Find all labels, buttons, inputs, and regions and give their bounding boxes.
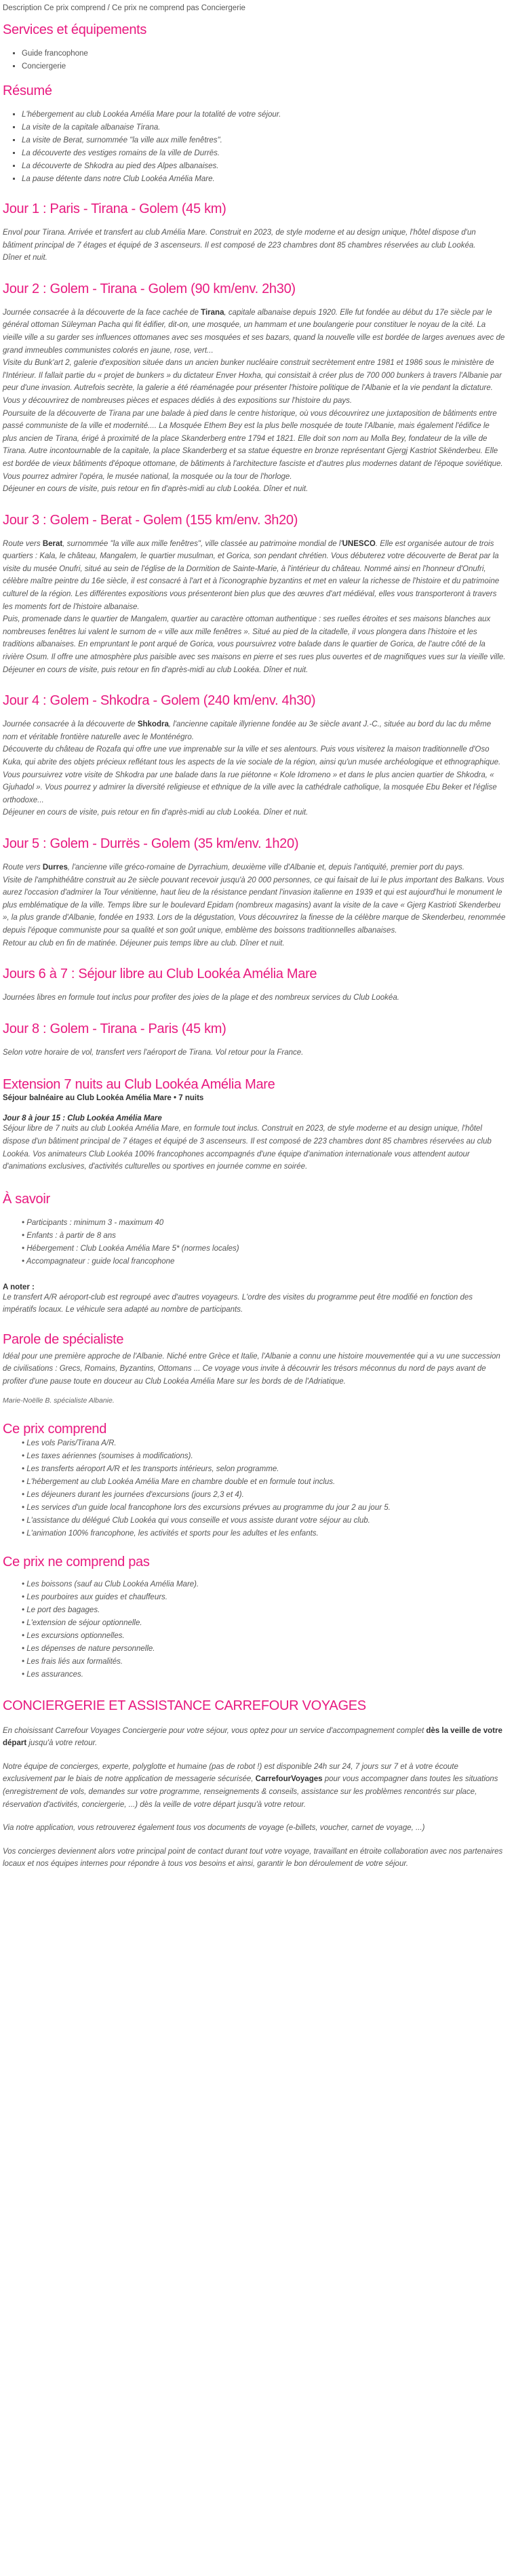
list-item: • Le port des bagages. [22,1605,100,1614]
text: En choisissant Carrefour Voyages Conciergerie pour votre séjour, vous optez pour un service d'accompagnement complet [3,1726,427,1735]
list-item: ▪ La découverte de Shkodra au pied des Alpes albanaises. [22,160,506,173]
breadcrumb: Description Ce prix comprend / Ce prix ne comprend pas Conciergerie [3,4,245,12]
day5-paragraph [3,861,506,874]
day1-title: Jour 1 : Paris - Tirana - Golem (45 km) [3,201,226,216]
resume-list [3,109,506,186]
list-item: • Les boissons (sauf au Club Lookéa Amélia Mare). [22,1580,199,1588]
day8-text: Selon votre horaire de vol, transfert vers l'aéroport de Tirana. Vol retour pour la France. [3,1048,304,1057]
day8-title: Jour 8 : Golem - Tirana - Paris (45 km) [3,1021,226,1036]
day2-paragraph [3,307,506,357]
list-item: • Les services d'un guide local francophone lors des excursions prévues au programme du jour 2 au jour 5. [22,1503,391,1512]
conciergerie-paragraph [3,1761,506,1811]
day3-section [3,512,506,677]
text: Journée consacrée à la découverte de [3,720,138,729]
day67-title: Jours 6 à 7 : Séjour libre au Club Lookéa Amélia Mare [3,967,317,982]
day4-paragraph: Découverte du château de Rozafa qui offre une vue imprenable sur la ville et ses alentours. Puis vous visiterez la maison traditionnelle d'Oso Kuka, qui abrite des objets précieux reflétant tous les aspects de la vie sociale de la région, ainsi qu'un musée archéologique et ethnographique. [3,745,501,766]
list-item: ▪ La découverte des vestiges romains de la ville de Durrës. [22,147,506,160]
extension-title: Extension 7 nuits au Club Lookéa Amélia Mare [3,1077,275,1093]
specialiste-text: Idéal pour une première approche de l'Albanie. Niché entre Grèce et Italie, l'Albanie a connu une histoire mouvementée qui a vu une succession de civilisations : Grecs, Romains, Byzantins, Ottomans ... Ce voyage vous invite à découvrir les trésors méconnus du nord de pays avant de profiter d'une pause toute en douceur au Club Lookéa Amélia Mare sur les bords de de l'Adriatique. [3,1352,500,1386]
conciergerie-section [3,1698,506,1876]
comprend-list [3,1437,506,1540]
day67-text: Journées libres en formule tout inclus pour profiter des joies de la plage et des nombreux services du Club Lookéa. [3,994,399,1002]
text: , capitale albanaise depuis 1920. Elle fut fondée au début du 17e siècle par le général ottoman Süleyman Pacha qui fit édifier, dit-on, une mosquée, un hammam et une boulangerie pour constituer le noyau de la cité. La vieille ville a su garder ses influences ottomanes avec ses mosquées et ses bazars, quand la nouvelle ville est bordée de larges avenues avec de grand immeubles communistes colorés en jaune, rose, vert... [3,308,505,355]
list-item: • Les assurances. [22,1670,83,1679]
list-item: • Les dépenses de nature personnelle. [22,1644,155,1653]
comprend-section [3,1421,506,1540]
text: jusqu'à votre retour. [26,1739,98,1748]
necomprend-title: Ce prix ne comprend pas [3,1554,150,1569]
services-section [3,22,506,73]
conciergerie-paragraph: Via notre application, vous retrouverez également tous vos documents de voyage (e-billets, voucher, carnet de voyage, ...) [3,1824,425,1833]
day2-section [3,281,506,496]
day4-paragraph [3,718,506,743]
day5-paragraph: Visite de l'amphithéâtre construit au 2e siècle pouvant recevoir jusqu'à 20 000 personnes, ce qui faisait de lui le plus important des Balkans. Vous aurez l'occasion d'admirer la Tour vénitienne, haut lieu de la résistance pendant l'invasion italienne en 1939 et qui est aujourd'hui le monument le plus emblématique de la ville. Temps libre sur le boulevard Epidam (nombreux magasins) avant la visite de la cave « Gjerg Kastrioti Skenderbeu », la plus grande d'Albanie, fondée en 1933. Lors de la dégustation, Vous découvrirez la finesse de la célèbre marque de Skenderbeu, renommée depuis l'époque communiste pour sa qualité et son goût unique, emblème des boissons traditionnelles albanaises. [3,876,506,935]
day1-text: Envol pour Tirana. Arrivée et transfert au club Amélia Mare. Construit en 2023, de style moderne et au design unique, l'hôtel dispose d'un bâtiment principal de 7 étages et équipé de 3 ascenseurs. Il est composé de 223 chambres dont 85 chambres réservées au club Lookéa. [3,229,476,250]
conciergerie-title: CONCIERGERIE ET ASSISTANCE CARREFOUR VOYAGES [3,1698,366,1713]
app-name: CarrefourVoyages [255,1775,323,1784]
day2-title: Jour 2 : Golem - Tirana - Golem (90 km/env. 2h30) [3,281,296,296]
list-item: • Les taxes aériennes (soumises à modifications). [22,1451,193,1460]
day2-paragraph: Visite du Bunk'art 2, galerie d'exposition située dans un ancien bunker nucléaire construit secrètement entre 1981 et 1986 sous le ministère de l'Intérieur. Il fallait partie du « projet de bunkers » du dictateur Enver Hoxha, qui consistait à créer plus de 700 000 bunkers à travers l'Albanie par peur d'une invasion. Autrefois secrète, la galerie a été réaménagée pour présenter l'histoire politique de l'Albanie et la vie pendant la dictature. Vous y découvrirez de nombreuses pièces et espaces dédiés à des expositions sur l'histoire du pays. [3,359,502,405]
text: Route vers [3,539,43,548]
services-title: Services et équipements [3,22,147,37]
day1-text2: Dîner et nuit. [3,254,47,262]
extension-text: Séjour libre de 7 nuits au club Lookéa Amélia Mare, en formule tout inclus. Construit en 2023, de style moderne et au design unique, l'hôtel dispose d'un bâtiment principal de 7 étages et équipé de 3 ascenseurs. Il est composé de 223 chambres dont 85 chambres réservées au club Lookéa. Vos animateurs Club Lookéa 100% francophones accompagnés d'une équipe d'animation internationale vous attendent autour d'animations exclusives, d'activités culturelles ou sportives en journée comme en soirée. [3,1125,492,1171]
list-item: • L'assistance du délégué Club Lookéa qui vous conseille et vous assiste durant votre séjour au club. [22,1516,370,1525]
unesco-label: UNESCO [342,539,376,548]
list-item: • Accompagnateur : guide local francophone [22,1257,175,1266]
asavoir-section [3,1191,506,1316]
specialiste-signature: Marie-Noëlle B. spécialiste Albanie. [3,1396,115,1405]
day3-paragraph [3,538,506,614]
text: , l'ancienne ville gréco-romaine de Dyrrachium, deuxième ville d'Albanie et, depuis l'antiquité, premier port du pays. [67,863,464,872]
text: Route vers [3,863,43,872]
list-item: ▪ L'hébergement au club Lookéa Amélia Mare pour la totalité de votre séjour. [22,109,506,121]
list-item: • Les transferts aéroport A/R et les transports intérieurs, selon programme. [22,1464,279,1473]
note-text: Le transfert A/R aéroport-club est regroupé avec d'autres voyageurs. L'ordre des visites du programme peut être modifié en fonction des impératifs locaux. Le véhicule sera adapté au nombre de participants. [3,1293,473,1314]
list-item: ▪ Guide francophone [22,47,506,60]
day5-section [3,836,506,950]
day4-section [3,692,506,819]
list-item: • Les excursions optionnelles. [22,1631,125,1640]
necomprend-section [3,1554,506,1681]
day3-paragraph: Puis, promenade dans le quartier de Mangalem, quartier au caractère ottoman authentique : ses ruelles étroites et ses maisons blanches aux nombreuses fenêtres lui valent le surnom de « ville aux mille fenêtres ». Situé au pied de la citadelle, il vous plongera dans l'histoire et les traditions albanaises. En empruntant le pont arqué de Gorica, vous poursuivrez votre balade dans le quartier de Gorica, de l'autre côté de la rivière Osum. Il offre une atmosphère plus paisible avec ses maisons en pierre et ses rues plus ouvertes et de magnifiques vues sur la vieille ville. [3,615,506,662]
city-name: Tirana [201,308,224,317]
list-item: • Les vols Paris/Tirana A/R. [22,1439,117,1447]
day3-title: Jour 3 : Golem - Berat - Golem (155 km/env. 3h20) [3,512,298,528]
list-item: • Les frais liés aux formalités. [22,1657,123,1666]
day2-paragraph: Déjeuner en cours de visite, puis retour en fin d'après-midi au club Lookéa. Dîner et nuit. [3,485,309,494]
extension-section [3,1076,506,1173]
list-item: • Les pourboires aux guides et chauffeurs. [22,1593,167,1601]
day3-paragraph: Déjeuner en cours de visite, puis retour en fin d'après-midi au club Lookéa. Dîner et nuit. [3,665,309,674]
day5-paragraph: Retour au club en fin de matinée. Déjeuner puis temps libre au club. Dîner et nuit. [3,939,285,948]
comprend-title: Ce prix comprend [3,1421,107,1437]
day4-paragraph: Vous poursuivrez votre visite de Shkodra par une balade dans la rue piétonne « Kole Idromeno » et dans le plus ancien quartier de Shkodra, « Gjuhadol ». Vous pourrez y admirer la diversité religieuse et ethnique de la ville avec la cathédrale catholique, la mosquée Ebu Beker et l'église orthodoxe... [3,770,497,804]
day5-title: Jour 5 : Golem - Durrës - Golem (35 km/env. 1h20) [3,836,299,851]
day8-section [3,1021,506,1059]
list-item: ▪ La visite de la capitale albanaise Tirana. [22,121,506,134]
list-item: • Enfants : à partir de 8 ans [22,1231,116,1240]
text: Journée consacrée à la découverte de la face cachée de [3,308,201,317]
conciergerie-paragraph: Vos concierges deviennent alors votre principal point de contact durant tout votre voyage, travaillant en étroite collaboration avec nos partenaires locaux et nos équipes internes pour répondre à tous vos besoins et ainsi, garantir le bon déroulement de votre séjour. [3,1847,503,1869]
city-name: Berat [42,539,63,548]
day67-section [3,966,506,1004]
specialiste-section [3,1331,506,1405]
emphasis: dès la veille de votre départ [3,1726,502,1748]
text: pour vous accompagner dans toutes les situations (enregistrement de vols, demandes sur votre programme, renseignements & conseils, assistance sur les problèmes rencontrés sur place, réservation d'activités, conciergerie, ...) dès la veille de votre départ jusqu'à votre retour. [3,1775,498,1809]
list-item: • Hébergement : Club Lookéa Amélia Mare 5* (normes locales) [22,1244,239,1253]
text: Notre équipe de concierges, experte, polyglotte et humaine (pas de robot !) est disponible 24h sur 24, 7 jours sur 7 et à votre écoute exclusivement par le biais de notre application de messagerie sécurisée, [3,1762,458,1784]
text: . Elle est organisée autour de trois quartiers : Kala, le château, Mangalem, le quartier musulman, et Gorica, son pendant chrétien. Vous débuterez votre découverte de Berat par la visite du musée Onufri, situé au sein de l'église de la Dormition de Sainte-Marie, à l'intérieur du château. Nommé ainsi en l'honneur d'Onufri, célèbre maître peintre du 16e siècle, il est consacré à l'art et à l'iconographie byzantins et met en valeur la richesse de l'histoire et du patrimoine culturel de la région. Les différentes expositions vous présenteront bien plus que des œuvres d'art médiéval, elles vous transporteront à travers les moments fort de l'histoire albanaise. [3,539,500,611]
list-item: • Les déjeuners durant les journées d'excursions (jours 2,3 et 4). [22,1490,244,1499]
day4-paragraph: Déjeuner en cours de visite, puis retour en fin d'après-midi au club Lookéa. Dîner et nuit. [3,808,309,817]
asavoir-title: À savoir [3,1191,50,1207]
city-name: Shkodra [137,720,169,729]
list-item: • L'extension de séjour optionnelle. [22,1618,142,1627]
specialiste-title: Parole de spécialiste [3,1331,124,1347]
day2-paragraph: Poursuite de la découverte de Tirana par une balade à pied dans le centre historique, où vous découvrirez une juxtaposition de bâtiments entre passé communiste de la ville et modernité.... La Mosquée Ethem Bey est la plus belle mosquée de toute l'Albanie, mais également l'édifice le plus ancien de Tirana, érigé à proximité de la place Skanderberg entre 1794 et 1821. Elle doit son nom au Molla Bey, fondateur de la ville de Tirana. Autre incontournable de la capitale, la place Skanderberg et sa statue équestre en bronze représentant Gjergj Kastriot Skënderbeu. Elle est bordée de vieux bâtiments d'époque ottomane, de bâtiments à l'architecture fasciste et d'autres plus modernes datant de l'époque soviétique. Vous pourrez admirer l'opéra, le musée national, la mosquée ou la tour de l'horloge. [3,409,503,481]
necomprend-list [3,1578,506,1681]
extension-subtitle: Séjour balnéaire au Club Lookéa Amélia Mare • 7 nuits [3,1094,204,1103]
list-item: • L'hébergement au club Lookéa Amélia Mare en chambre double et en formule tout inclus. [22,1477,336,1486]
note-label: A noter : [3,1283,35,1291]
text: , l'ancienne capitale illyrienne fondée au 3e siècle avant J.-C., située au bord du lac du même nom et véritable frontière naturelle avec le Monténégro. [3,720,492,741]
resume-section [3,83,506,186]
resume-title: Résumé [3,83,52,98]
services-list [3,47,506,73]
city-name: Durres [42,863,68,872]
list-item: ▪ La visite de Berat, surnommée "la ville aux mille fenêtres". [22,134,506,147]
text: , surnommée "la ville aux mille fenêtres", ville classée au patrimoine mondial de l' [62,539,342,548]
extension-day-title: Jour 8 à jour 15 : Club Lookéa Amélia Mare [3,1114,162,1123]
asavoir-list [3,1217,506,1268]
day1-section [3,201,506,265]
conciergerie-paragraph [3,1725,506,1750]
list-item: ▪ La pause détente dans notre Club Lookéa Amélia Mare. [22,173,506,186]
list-item: • Participants : minimum 3 - maximum 40 [22,1218,164,1227]
list-item: ▪ Conciergerie [22,60,506,73]
day4-title: Jour 4 : Golem - Shkodra - Golem (240 km/env. 4h30) [3,693,316,709]
list-item: • L'animation 100% francophone, les activités et sports pour les adultes et les enfants. [22,1529,319,1538]
